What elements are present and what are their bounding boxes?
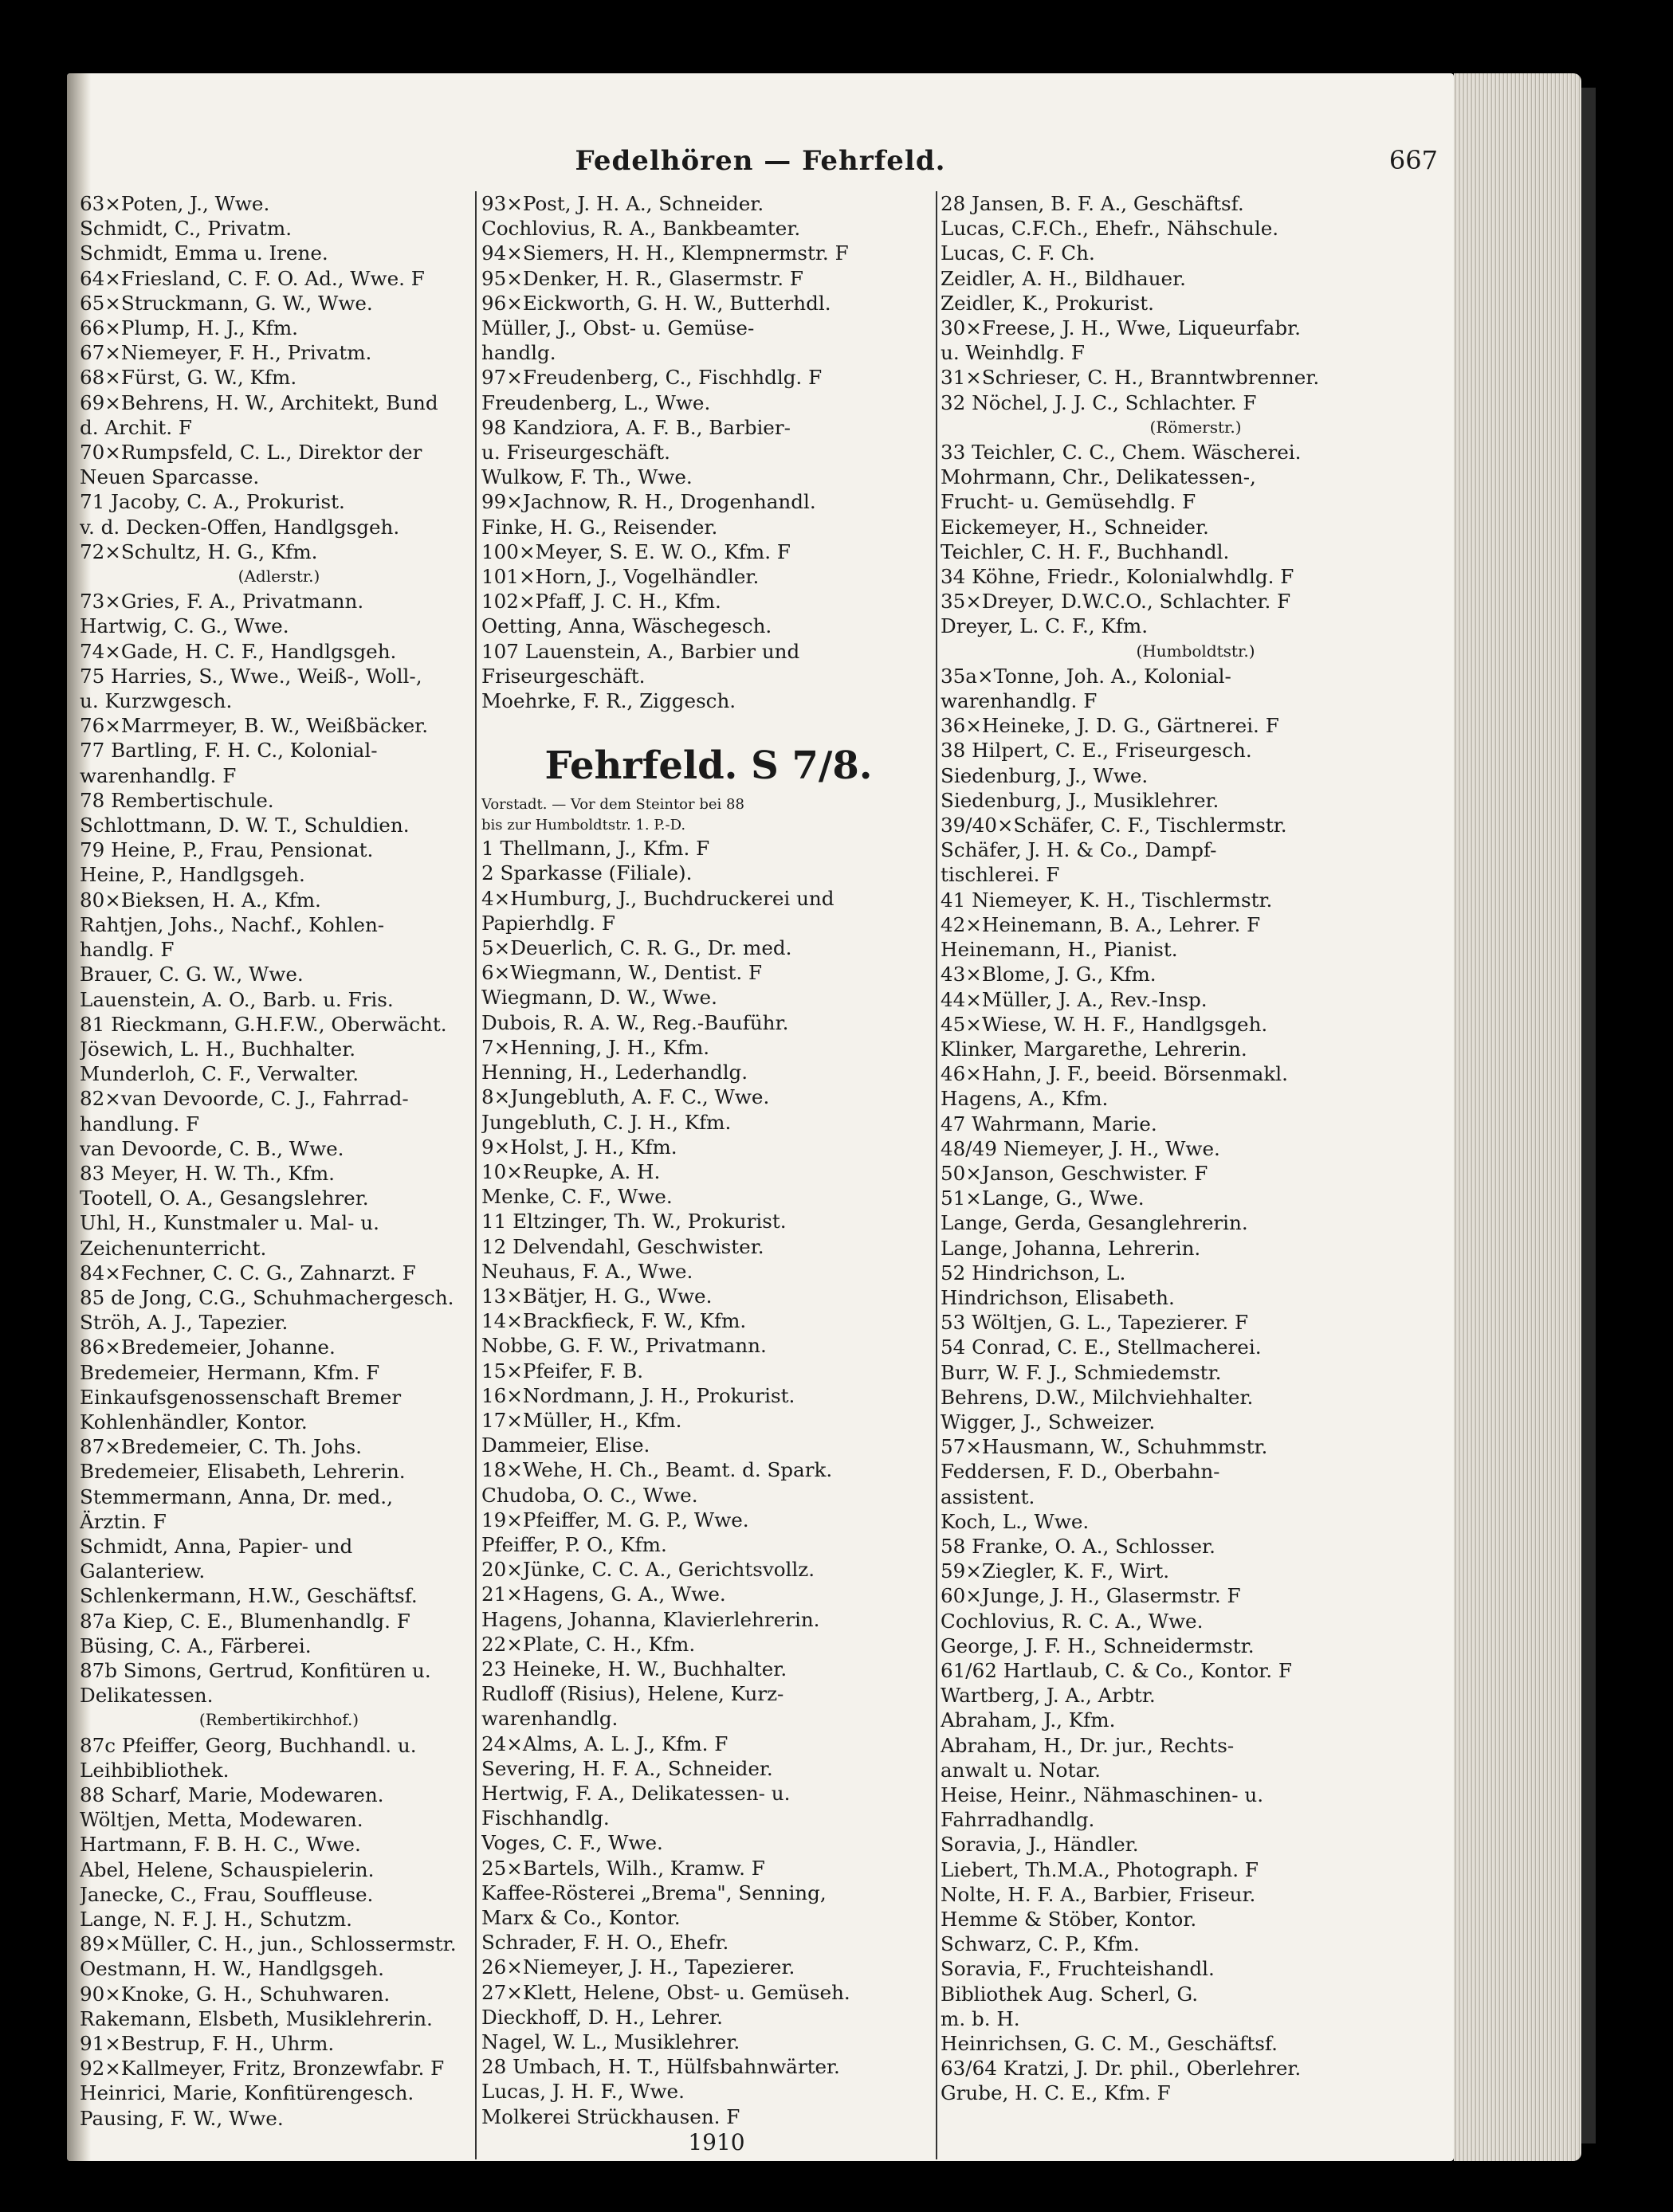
directory-entry: 47 Wahrmann, Marie. xyxy=(941,1112,1157,1135)
directory-column-2 xyxy=(481,191,936,2129)
directory-entry: 25×Bartels, Wilh., Kramw. F xyxy=(481,1856,765,1880)
directory-entry: u. Friseurgeschäft. xyxy=(481,441,670,465)
directory-entry: Wigger, J., Schweizer. xyxy=(941,1410,1156,1433)
directory-entry: 90×Knoke, G. H., Schuhwaren. xyxy=(80,1982,391,2006)
directory-entry: Heinemann, H., Pianist. xyxy=(941,938,1178,962)
directory-entry: Feddersen, F. D., Oberbahn- xyxy=(941,1460,1220,1484)
directory-entry: Uhl, H., Kunstmaler u. Mal- u. xyxy=(80,1211,379,1235)
cross-street-heading: (Humboldtstr.) xyxy=(1136,641,1255,661)
page-edge-shadow xyxy=(1581,88,1596,2143)
directory-entry: 73×Gries, F. A., Privatmann. xyxy=(80,590,364,614)
directory-entry: 102×Pfaff, J. C. H., Kfm. xyxy=(481,590,721,614)
directory-entry: Abraham, H., Dr. jur., Rechts- xyxy=(941,1733,1235,1757)
directory-entry: 70×Rumpsfeld, C. L., Direktor der xyxy=(80,441,422,465)
directory-entry: 1 Thellmann, J., Kfm. F xyxy=(481,837,710,861)
directory-entry: 77 Bartling, F. H. C., Kolonial- xyxy=(80,739,378,763)
directory-entry: 50×Janson, Geschwister. F xyxy=(941,1161,1208,1185)
directory-entry: v. d. Decken-Offen, Handlgsgeh. xyxy=(80,515,400,539)
directory-entry: Büsing, C. A., Färberei. xyxy=(80,1634,312,1657)
directory-entry: Bibliothek Aug. Scherl, G. xyxy=(941,1982,1199,2006)
directory-entry: 44×Müller, J. A., Rev.-Insp. xyxy=(941,987,1208,1011)
directory-entry: Henning, H., Lederhandlg. xyxy=(481,1061,748,1084)
directory-entry: 45×Wiese, W. H. F., Handlgsgeh. xyxy=(941,1012,1268,1036)
directory-entry: 10×Reupke, A. H. xyxy=(481,1159,661,1183)
directory-entry: Kaffee-Rösterei „Brema", Senning, xyxy=(481,1881,827,1904)
cross-street-heading: (Römerstr.) xyxy=(1149,417,1242,437)
directory-entry: 39/40×Schäfer, C. F., Tischlermstr. xyxy=(941,814,1287,837)
directory-entry: 34 Köhne, Friedr., Kolonialwhdlg. F xyxy=(941,565,1294,589)
directory-entry: 67×Niemeyer, F. H., Privatm. xyxy=(80,341,372,365)
directory-entry: Schlenkermann, H.W., Geschäftsf. xyxy=(80,1584,418,1608)
directory-entry: Marx & Co., Kontor. xyxy=(481,1906,681,1929)
directory-entry: Hemme & Stöber, Kontor. xyxy=(941,1908,1197,1932)
directory-entry: Hagens, A., Kfm. xyxy=(941,1087,1109,1111)
directory-entry: 87a Kiep, C. E., Blumenhandlg. F xyxy=(80,1609,410,1633)
page-header xyxy=(67,145,1454,190)
book-page xyxy=(67,73,1454,2161)
directory-entry: Delikatessen. xyxy=(80,1684,214,1708)
directory-entry: Pausing, F. W., Wwe. xyxy=(80,2106,284,2130)
directory-entry: Galanteriew. xyxy=(80,1559,206,1583)
directory-entry: 2 Sparkasse (Filiale). xyxy=(481,861,693,885)
directory-entry: 79 Heine, P., Frau, Pensionat. xyxy=(80,838,374,862)
directory-entry: 93×Post, J. H. A., Schneider. xyxy=(481,192,764,215)
directory-entry: Abel, Helene, Schauspielerin. xyxy=(80,1857,375,1881)
directory-entry: 81 Rieckmann, G.H.F.W., Oberwächt. xyxy=(80,1012,447,1036)
directory-entry: Voges, C. F., Wwe. xyxy=(481,1831,663,1855)
directory-entry: 12 Delvendahl, Geschwister. xyxy=(481,1234,764,1258)
directory-entry: Molkerei Strückhausen. F xyxy=(481,2104,740,2128)
directory-entry: Lange, Johanna, Lehrerin. xyxy=(941,1236,1201,1260)
directory-entry: Teichler, C. H. F., Buchhandl. xyxy=(941,539,1230,563)
directory-entry: tischlerei. F xyxy=(941,863,1060,887)
directory-entry: Behrens, D.W., Milchviehhalter. xyxy=(941,1385,1254,1409)
directory-entry: Neuen Sparcasse. xyxy=(80,465,260,489)
directory-entry: Soravia, F., Fruchteishandl. xyxy=(941,1957,1215,1981)
directory-entry: 7×Henning, J. H., Kfm. xyxy=(481,1035,710,1059)
directory-entry: 35×Dreyer, D.W.C.O., Schlachter. F xyxy=(941,590,1291,614)
directory-entry: Klinker, Margarethe, Lehrerin. xyxy=(941,1037,1247,1061)
directory-entry: Dreyer, L. C. F., Kfm. xyxy=(941,614,1149,638)
directory-entry: 63×Poten, J., Wwe. xyxy=(80,192,270,215)
directory-entry: 35a×Tonne, Joh. A., Kolonial- xyxy=(941,664,1231,688)
directory-entry: 30×Freese, J. H., Wwe, Liqueurfabr. xyxy=(941,316,1301,340)
directory-entry: 96×Eickworth, G. H. W., Butterhdl. xyxy=(481,291,831,315)
directory-entry: 94×Siemers, H. H., Klempnermstr. F xyxy=(481,241,849,265)
street-note: bis zur Humboldtstr. 1. P.-D. xyxy=(481,817,686,834)
cross-street-heading: (Rembertikirchhof.) xyxy=(198,1710,359,1730)
directory-entry: 53 Wöltjen, G. L., Tapezierer. F xyxy=(941,1311,1249,1335)
directory-entry: George, J. F. H., Schneidermstr. xyxy=(941,1634,1255,1657)
directory-entry: handlg. F xyxy=(80,938,175,962)
directory-entry: Frucht- u. Gemüsehdlg. F xyxy=(941,490,1196,514)
directory-entry: Lange, Gerda, Gesanglehrerin. xyxy=(941,1211,1248,1235)
directory-entry: u. Weinhdlg. F xyxy=(941,341,1085,365)
directory-entry: 58 Franke, O. A., Schlosser. xyxy=(941,1534,1215,1558)
directory-entry: 89×Müller, C. H., jun., Schlossermstr. xyxy=(80,1932,457,1956)
directory-entry: m. b. H. xyxy=(941,2006,1020,2030)
page-number: 667 xyxy=(1388,145,1438,175)
directory-entry: Rahtjen, Johs., Nachf., Kohlen- xyxy=(80,912,385,936)
directory-entry: 98 Kandziora, A. F. B., Barbier- xyxy=(481,415,791,439)
directory-entry: 107 Lauenstein, A., Barbier und xyxy=(481,639,800,663)
directory-entry: handlg. xyxy=(481,341,556,365)
directory-entry: Pfeiffer, P. O., Kfm. xyxy=(481,1532,667,1556)
cross-street-heading: (Adlerstr.) xyxy=(238,567,320,586)
directory-entry: 6×Wiegmann, W., Dentist. F xyxy=(481,961,763,985)
directory-entry: Fischhandlg. xyxy=(481,1806,610,1830)
directory-entry: Oestmann, H. W., Handlgsgeh. xyxy=(80,1957,384,1981)
directory-entry: Fahrradhandlg. xyxy=(941,1808,1095,1832)
directory-entry: Severing, H. F. A., Schneider. xyxy=(481,1756,773,1780)
directory-entry: 85 de Jong, C.G., Schuhmachergesch. xyxy=(80,1285,454,1309)
fedelhoeren-entries xyxy=(481,191,936,713)
directory-entry: 51×Lange, G., Wwe. xyxy=(941,1186,1145,1210)
directory-entry: Schwarz, C. P., Kfm. xyxy=(941,1932,1140,1956)
directory-entry: 46×Hahn, J. F., beeid. Börsenmakl. xyxy=(941,1062,1288,1086)
directory-entry: Bredemeier, Elisabeth, Lehrerin. xyxy=(80,1460,406,1484)
directory-entry: Neuhaus, F. A., Wwe. xyxy=(481,1259,693,1283)
directory-entry: Bredemeier, Hermann, Kfm. F xyxy=(80,1360,380,1384)
directory-entry: Leihbibliothek. xyxy=(80,1758,230,1782)
directory-entry: Heise, Heinr., Nähmaschinen- u. xyxy=(941,1783,1264,1806)
directory-entry: Müller, J., Obst- u. Gemüse- xyxy=(481,316,755,340)
directory-entry: 68×Fürst, G. W., Kfm. xyxy=(80,366,297,390)
directory-entry: 87×Bredemeier, C. Th. Johs. xyxy=(80,1435,362,1459)
directory-entry: 61/62 Hartlaub, C. & Co., Kontor. F xyxy=(941,1658,1292,1682)
directory-entry: 38 Hilpert, C. E., Friseurgesch. xyxy=(941,739,1252,763)
directory-entry: Hagens, Johanna, Klavierlehrerin. xyxy=(481,1607,820,1631)
directory-entry: Hartmann, F. B. H. C., Wwe. xyxy=(80,1833,361,1857)
directory-entry: 88 Scharf, Marie, Modewaren. xyxy=(80,1783,384,1806)
directory-entry: handlung. F xyxy=(80,1112,200,1135)
directory-entry: Brauer, C. G. W., Wwe. xyxy=(80,963,304,986)
directory-entry: 16×Nordmann, J. H., Prokurist. xyxy=(481,1383,795,1407)
directory-entry: Dubois, R. A. W., Reg.-Bauführ. xyxy=(481,1010,789,1034)
directory-entry: 72×Schultz, H. G., Kfm. xyxy=(80,539,318,563)
directory-entry: 78 Rembertischule. xyxy=(80,788,274,812)
directory-entry: 15×Pfeifer, F. B. xyxy=(481,1359,644,1382)
directory-entry: 75 Harries, S., Wwe., Weiß-, Woll-, xyxy=(80,664,422,688)
street-note: Vorstadt. — Vor dem Steintor bei 88 xyxy=(481,796,744,814)
directory-entry: Schmidt, Emma u. Irene. xyxy=(80,241,328,265)
directory-entry: 86×Bredemeier, Johanne. xyxy=(80,1335,336,1359)
directory-entry: Rakemann, Elsbeth, Musiklehrerin. xyxy=(80,2006,433,2030)
column-rule xyxy=(936,191,937,2159)
directory-entry: Stemmermann, Anna, Dr. med., xyxy=(80,1484,393,1508)
directory-entry: Schmidt, Anna, Papier- und xyxy=(80,1534,353,1558)
directory-entry: 97×Freudenberg, C., Fischhdlg. F xyxy=(481,366,823,390)
directory-entry: 76×Marrmeyer, B. W., Weißbäcker. xyxy=(80,714,429,738)
directory-entry: Kohlenhändler, Kontor. xyxy=(80,1410,308,1433)
directory-entry: 28 Umbach, H. T., Hülfsbahnwärter. xyxy=(481,2055,840,2079)
directory-entry: Dieckhoff, D. H., Lehrer. xyxy=(481,2005,723,2029)
street-heading: Fehrfeld. S 7/8. xyxy=(544,743,873,789)
directory-entry: 9×Holst, J. H., Kfm. xyxy=(481,1135,677,1159)
directory-entry: Schrader, F. H. O., Ehefr. xyxy=(481,1931,729,1955)
directory-entry: Oetting, Anna, Wäschegesch. xyxy=(481,614,772,638)
directory-entry: Lucas, C. F. Ch. xyxy=(941,241,1095,265)
directory-entry: Liebert, Th.M.A., Photograph. F xyxy=(941,1857,1259,1881)
directory-entry: 18×Wehe, H. Ch., Beamt. d. Spark. xyxy=(481,1458,833,1482)
directory-entry: Grube, H. C. E., Kfm. F xyxy=(941,2081,1171,2105)
directory-entry: Hindrichson, Elisabeth. xyxy=(941,1285,1175,1309)
directory-entry: Heinrichsen, G. C. M., Geschäftsf. xyxy=(941,2032,1278,2056)
directory-entry: Koch, L., Wwe. xyxy=(941,1509,1090,1533)
directory-entry: 20×Jünke, C. C. A., Gerichtsvollz. xyxy=(481,1558,815,1582)
directory-entry: 8×Jungebluth, A. F. C., Wwe. xyxy=(481,1085,770,1109)
year-footer: 1910 xyxy=(688,2129,745,2155)
directory-entry: 33 Teichler, C. C., Chem. Wäscherei. xyxy=(941,441,1302,465)
directory-entry: Mohrmann, Chr., Delikatessen-, xyxy=(941,465,1256,489)
directory-entry: Wulkow, F. Th., Wwe. xyxy=(481,465,693,489)
directory-entry: 48/49 Niemeyer, J. H., Wwe. xyxy=(941,1136,1220,1160)
directory-entry: 64×Friesland, C. F. O. Ad., Wwe. F xyxy=(80,266,425,290)
directory-entry: Siedenburg, J., Wwe. xyxy=(941,763,1149,787)
directory-entry: Hertwig, F. A., Delikatessen- u. xyxy=(481,1781,791,1805)
directory-entry: anwalt u. Notar. xyxy=(941,1758,1102,1782)
directory-entry: Wartberg, J. A., Arbtr. xyxy=(941,1684,1156,1708)
directory-entry: 87c Pfeiffer, Georg, Buchhandl. u. xyxy=(80,1733,417,1757)
directory-entry: 23 Heineke, H. W., Buchhalter. xyxy=(481,1657,787,1681)
directory-entry: Zeichenunterricht. xyxy=(80,1236,267,1260)
directory-entry: 28 Jansen, B. F. A., Geschäftsf. xyxy=(941,192,1244,215)
directory-entry: Wiegmann, D. W., Wwe. xyxy=(481,986,717,1010)
directory-entry: Papierhdlg. F xyxy=(481,911,615,935)
directory-entry: 91×Bestrup, F. H., Uhrm. xyxy=(80,2032,335,2056)
directory-entry: 36×Heineke, J. D. G., Gärtnerei. F xyxy=(941,714,1279,738)
directory-entry: Heinrici, Marie, Konfitürengesch. xyxy=(80,2081,414,2105)
directory-entry: warenhandlg. F xyxy=(80,763,237,787)
directory-entry: van Devoorde, C. B., Wwe. xyxy=(80,1136,344,1160)
directory-entry: Burr, W. F. J., Schmiedemstr. xyxy=(941,1360,1222,1384)
directory-entry: 57×Hausmann, W., Schuhmmstr. xyxy=(941,1435,1268,1459)
directory-entry: 59×Ziegler, K. F., Wirt. xyxy=(941,1559,1170,1583)
directory-entry: 92×Kallmeyer, Fritz, Bronzewfabr. F xyxy=(80,2057,445,2081)
directory-entry: 31×Schrieser, C. H., Branntwbrenner. xyxy=(941,366,1320,390)
directory-entry: 80×Bieksen, H. A., Kfm. xyxy=(80,888,321,912)
directory-entry: Jungebluth, C. J. H., Kfm. xyxy=(481,1110,732,1134)
directory-entry: 21×Hagens, G. A., Wwe. xyxy=(481,1583,726,1606)
directory-entry: 19×Pfeiffer, M. G. P., Wwe. xyxy=(481,1508,749,1532)
directory-entry: warenhandlg. xyxy=(481,1707,619,1731)
directory-entry: 82×van Devoorde, C. J., Fahrrad- xyxy=(80,1087,409,1111)
directory-entry: 24×Alms, A. L. J., Kfm. F xyxy=(481,1732,729,1755)
directory-entry: Lauenstein, A. O., Barb. u. Fris. xyxy=(80,987,394,1011)
directory-entry: Wöltjen, Metta, Modewaren. xyxy=(80,1808,363,1832)
directory-entry: Eickemeyer, H., Schneider. xyxy=(941,515,1209,539)
directory-entry: Siedenburg, J., Musiklehrer. xyxy=(941,788,1219,812)
directory-entry: 100×Meyer, S. E. W. O., Kfm. F xyxy=(481,539,791,563)
directory-entry: u. Kurzwgesch. xyxy=(80,689,233,713)
directory-column-1 xyxy=(80,191,478,2131)
directory-entry: Janecke, C., Frau, Souffleuse. xyxy=(80,1882,374,1906)
running-title: Fedelhören — Fehrfeld. xyxy=(575,145,946,177)
directory-entry: Nolte, H. F. A., Barbier, Friseur. xyxy=(941,1882,1256,1906)
directory-entry: Lucas, J. H. F., Wwe. xyxy=(481,2080,685,2104)
directory-entry: 65×Struckmann, G. W., Wwe. xyxy=(80,291,373,315)
directory-entry: Ärztin. F xyxy=(80,1509,167,1533)
directory-entry: Abraham, J., Kfm. xyxy=(941,1708,1116,1732)
directory-entry: Zeidler, A. H., Bildhauer. xyxy=(941,266,1186,290)
directory-entry: Chudoba, O. C., Wwe. xyxy=(481,1483,698,1507)
directory-entry: Nagel, W. L., Musiklehrer. xyxy=(481,2030,740,2054)
directory-entry: 99×Jachnow, R. H., Drogenhandl. xyxy=(481,490,816,514)
directory-entry: Freudenberg, L., Wwe. xyxy=(481,390,711,414)
directory-entry: 5×Deuerlich, C. R. G., Dr. med. xyxy=(481,936,792,960)
directory-entry: Schäfer, J. H. & Co., Dampf- xyxy=(941,838,1217,862)
directory-entry: Einkaufsgenossenschaft Bremer xyxy=(80,1385,402,1409)
directory-entry: warenhandlg. F xyxy=(941,689,1098,713)
directory-entry: Tootell, O. A., Gesangslehrer. xyxy=(80,1186,369,1210)
directory-entry: d. Archit. F xyxy=(80,415,192,439)
directory-entry: 11 Eltzinger, Th. W., Prokurist. xyxy=(481,1210,787,1233)
directory-entry: 87b Simons, Gertrud, Konfitüren u. xyxy=(80,1658,431,1682)
directory-entry: 42×Heinemann, B. A., Lehrer. F xyxy=(941,912,1261,936)
directory-entry: 32 Nöchel, J. J. C., Schlachter. F xyxy=(941,390,1257,414)
directory-entry: Munderloh, C. F., Verwalter. xyxy=(80,1062,359,1086)
directory-entry: 14×Brackfieck, F. W., Kfm. xyxy=(481,1309,747,1333)
directory-entry: Moehrke, F. R., Ziggesch. xyxy=(481,689,736,713)
directory-entry: 66×Plump, H. J., Kfm. xyxy=(80,316,298,340)
directory-entry: Jösewich, L. H., Buchhalter. xyxy=(80,1037,356,1061)
directory-entry: 26×Niemeyer, J. H., Tapezierer. xyxy=(481,1955,795,1979)
directory-entry: Zeidler, K., Prokurist. xyxy=(941,291,1154,315)
directory-entry: 101×Horn, J., Vogelhändler. xyxy=(481,565,760,589)
directory-entry: 84×Fechner, C. C. G., Zahnarzt. F xyxy=(80,1261,416,1284)
directory-entry: Dammeier, Elise. xyxy=(481,1433,650,1457)
directory-entry: Finke, H. G., Reisender. xyxy=(481,515,718,539)
directory-entry: 54 Conrad, C. E., Stellmacherei. xyxy=(941,1335,1262,1359)
directory-entry: Cochlovius, R. A., Bankbeamter. xyxy=(481,217,801,241)
directory-entry: Nobbe, G. F. W., Privatmann. xyxy=(481,1334,767,1358)
directory-entry: Cochlovius, R. C. A., Wwe. xyxy=(941,1609,1204,1633)
directory-entry: 17×Müller, H., Kfm. xyxy=(481,1408,682,1432)
directory-entry: Schmidt, C., Privatm. xyxy=(80,217,293,241)
directory-entry: Ströh, A. J., Tapezier. xyxy=(80,1311,289,1335)
directory-entry: Soravia, J., Händler. xyxy=(941,1833,1139,1857)
directory-entry: assistent. xyxy=(941,1484,1035,1508)
directory-column-3 xyxy=(941,191,1451,2106)
directory-entry: 52 Hindrichson, L. xyxy=(941,1261,1126,1284)
directory-entry: Lucas, C.F.Ch., Ehefr., Nähschule. xyxy=(941,217,1279,241)
directory-entry: 27×Klett, Helene, Obst- u. Gemüseh. xyxy=(481,1980,850,2004)
directory-entry: 63/64 Kratzi, J. Dr. phil., Oberlehrer. xyxy=(941,2057,1302,2081)
directory-entry: 83 Meyer, H. W. Th., Kfm. xyxy=(80,1161,335,1185)
directory-entry: 74×Gade, H. C. F., Handlgsgeh. xyxy=(80,639,397,663)
directory-entry: 43×Blome, J. G., Kfm. xyxy=(941,963,1157,986)
directory-entry: 95×Denker, H. R., Glasermstr. F xyxy=(481,266,803,290)
directory-entry: Rudloff (Risius), Helene, Kurz- xyxy=(481,1682,784,1706)
directory-entry: 22×Plate, C. H., Kfm. xyxy=(481,1632,696,1656)
directory-entry: 60×Junge, J. H., Glasermstr. F xyxy=(941,1584,1241,1608)
directory-entry: Schlottmann, D. W. T., Schuldien. xyxy=(80,814,410,837)
page-edge-stack xyxy=(1454,73,1581,2161)
directory-entry: Heine, P., Handlgsgeh. xyxy=(80,863,305,887)
fehrfeld-entries xyxy=(481,836,936,2129)
directory-entry: 4×Humburg, J., Buchdruckerei und xyxy=(481,886,835,910)
directory-entry: 41 Niemeyer, K. H., Tischlermstr. xyxy=(941,888,1273,912)
directory-entry: Lange, N. F. J. H., Schutzm. xyxy=(80,1908,352,1932)
directory-entry: 71 Jacoby, C. A., Prokurist. xyxy=(80,490,345,514)
directory-entry: 69×Behrens, H. W., Architekt, Bund xyxy=(80,390,438,414)
directory-entry: Menke, C. F., Wwe. xyxy=(481,1185,673,1209)
directory-entry: Hartwig, C. G., Wwe. xyxy=(80,614,289,638)
directory-entry: 13×Bätjer, H. G., Wwe. xyxy=(481,1284,713,1308)
directory-entry: Friseurgeschäft. xyxy=(481,664,646,688)
